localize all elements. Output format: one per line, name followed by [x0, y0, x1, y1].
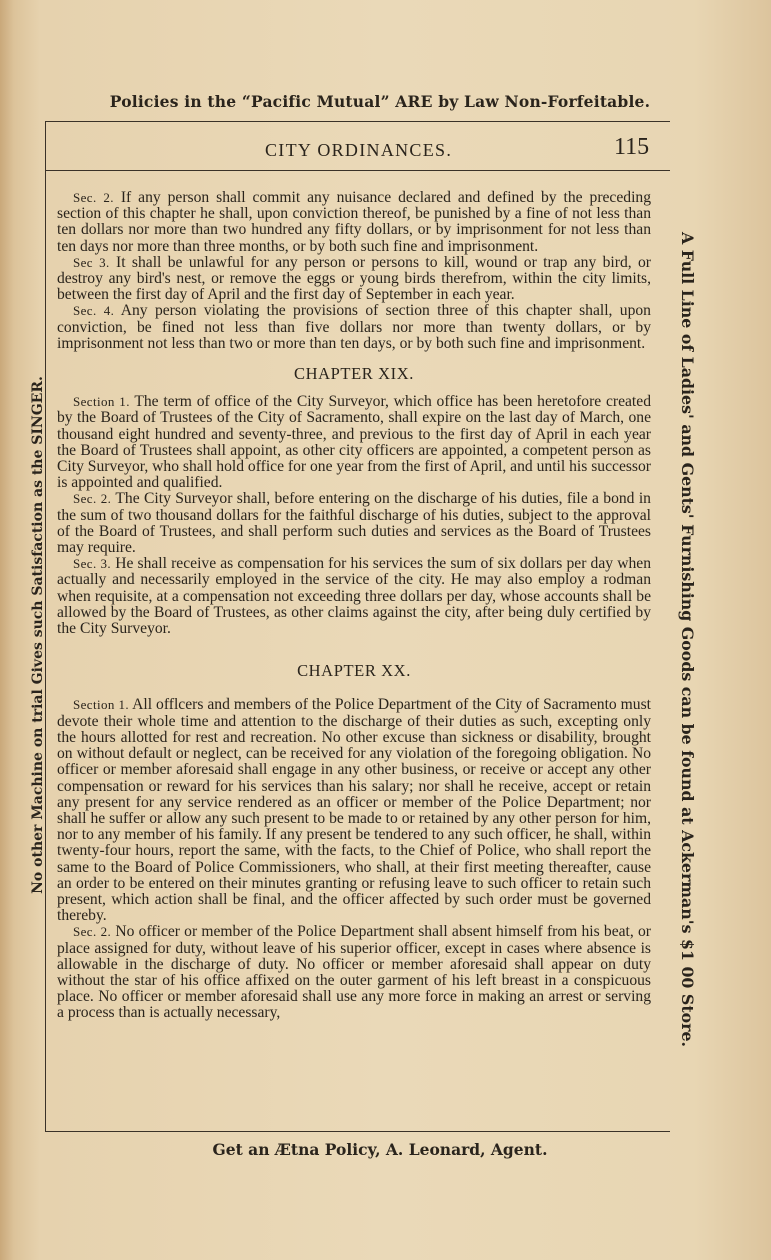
section-label: Sec. 2.: [73, 491, 112, 507]
bottom-rule: [45, 1131, 670, 1132]
section-label: Sec. 2.: [73, 924, 112, 940]
page-body: [57, 190, 651, 1022]
header-advertisement: Policies in the “Pacific Mutual” ARE by Law Non-Forfeitable.: [109, 92, 651, 111]
section-paragraph: [57, 556, 651, 637]
running-head: CITY ORDINANCES.: [265, 140, 453, 160]
left-margin-advertisement: No other Machine on trial Gives such Satisfaction as the SINGER.: [30, 376, 46, 894]
section-label: Sec. 3.: [73, 556, 112, 572]
section-label: Section 1.: [73, 394, 130, 410]
chapter-heading: CHAPTER XX.: [297, 661, 411, 681]
section-text: Any person violating the provisions of section three of this chapter shall, upon conviction, be fined not less than five dollars nor more than twenty dollars, or by imprisonment not less than two or more than ten days, or by both such fine and imprisonment.: [57, 302, 651, 352]
section-paragraph: [57, 303, 651, 352]
right-margin-advertisement: A Full Line of Ladies' and Gents' Furnishing Goods can be found at Ackerman's $1 00 Store.: [678, 232, 697, 1048]
header-rule: [45, 170, 670, 171]
section-text: All offlcers and members of the Police Department of the City of Sacramento must devote their whole time and attention to the discharge of their duties as such, excepting only the hours allotted for rest and recreation. No other excuse than sickness or disability, brought on without default or neglect, can be received for any violation of the foregoing obligation. No officer or member aforesaid shall engage in any other business, or receive or accept any other compensation or reward for his services than his salary; nor shall he receive, accept or retain any present for any service rendered as an officer or member of the Police Department; nor shall he suffer or allow any such present to be made to or retained by any other person for him, nor to any member of his family. If any present be tendered to any such officer, he shall, within twenty-four hours, report the same, with the facts, to the Chief of Police, who shall report the same to the Board of Police Commissioners, who shall, at their first meeting thereafter, cause an order to be entered on their minutes granting or refusing leave to such officer to retain such present, which action shall be final, and the officer affected by such order must be governed thereby.: [57, 696, 651, 925]
page-number: 115: [614, 134, 650, 160]
chapter-heading: CHAPTER XIX.: [294, 364, 414, 384]
section-label: Sec. 2.: [73, 190, 114, 205]
section-label: Section 1.: [73, 697, 130, 713]
section-paragraph: [57, 697, 651, 924]
section-text: The term of office of the City Surveyor, which office has been heretofore created by the Board of Trustees of the City of Sacramento, shall expire on the last day of March, one thousand eight hundred and seventy-three, and previous to the first day of April in each year the Board of Trustees shall appoint, as other city officers are appointed, a competent person as City Surveyor, who shall hold office for one year from the first of April, and until his successor is appointed and qualified.: [57, 393, 651, 492]
section-text: It shall be unlawful for any person or persons to kill, wound or trap any bird, or destroy any bird's nest, or remove the eggs or young birds therefrom, within the city limits, between the first day of April and the first day of September in each year.: [57, 253, 652, 304]
section-text: He shall receive as compensation for his services the sum of six dollars per day when actually and necessarily employed in the service of the city. He may also employ a rodman when requisite, at a compensation not exceeding three dollars per day, whose accounts shall be allowed by the Board of Trustees, as other claims against the city, after being duly certified by the City Surveyor.: [57, 555, 651, 638]
section-text: No officer or member of the Police Department shall absent himself from his beat, or place assigned for duty, without leave of his superior officer, except in cases where absence is allowable in the discharge of duty. No officer or member aforesaid shall appear on duty without the star of his office affixed on the outer garment of his left breast in a conspicuous place. No officer or member aforesaid shall use any more force in making an arrest or serving a process than is actually necessary,: [57, 923, 651, 1022]
section-paragraph: [57, 924, 651, 1021]
section-paragraph: [57, 190, 651, 255]
footer-advertisement: Get an Ætna Policy, A. Leonard, Agent.: [212, 1140, 548, 1159]
section-text: If any person shall commit any nuisance declared and defined by the preceding section of this chapter he shall, upon conviction thereof, be punished by a fine of not less than ten dollars nor more than two hundred any fifty dollars, or by imprisonment for not less than ten days nor more than three months, or by both such fine and imprisonment.: [57, 189, 651, 255]
section-paragraph: [57, 255, 651, 304]
section-label: Sec 3.: [73, 254, 110, 270]
top-rule: [45, 121, 670, 122]
section-label: Sec. 4.: [73, 303, 115, 319]
section-paragraph: [57, 394, 651, 491]
section-paragraph: [57, 491, 651, 556]
section-text: The City Surveyor shall, before entering on the discharge of his duties, file a bond in the sum of two thousand dollars for the faithful discharge of his duties, subject to the approval of the Board of Trustees, and shall perform such duties and services as the Board of Trustees may require.: [57, 490, 651, 557]
